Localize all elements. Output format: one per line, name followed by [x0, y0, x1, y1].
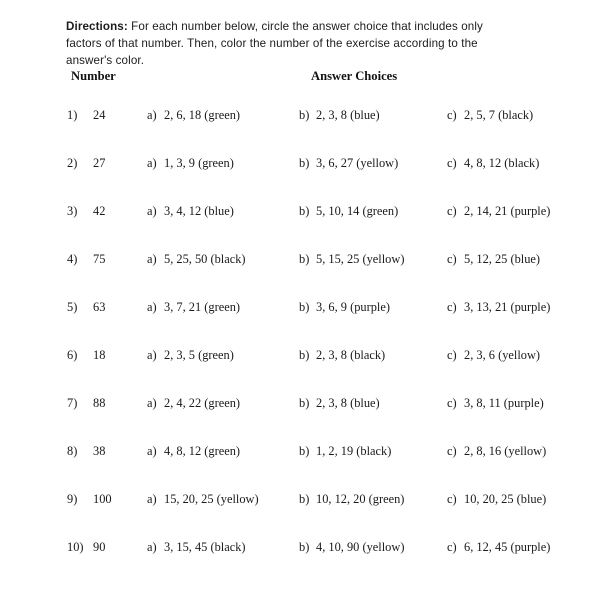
answer-choice-letter-c: c): [447, 348, 457, 362]
exercise-index: 10): [67, 540, 84, 554]
answer-choice-letter-b: b): [299, 540, 310, 554]
answer-choice-c[interactable]: [447, 348, 540, 363]
exercise-row: [0, 492, 600, 540]
answer-choice-b[interactable]: [299, 396, 380, 411]
answer-choice-text-b: 3, 6, 9 (purple): [316, 300, 390, 314]
answer-choice-letter-c: c): [447, 540, 457, 554]
answer-choice-text-c: 5, 12, 25 (blue): [464, 252, 541, 266]
directions-paragraph: [66, 18, 518, 70]
answer-choice-letter-b: b): [299, 492, 310, 506]
exercise-index: 5): [67, 300, 78, 314]
answer-choice-b[interactable]: [299, 492, 404, 507]
answer-choice-letter-c: c): [447, 492, 457, 506]
answer-choice-a[interactable]: [147, 300, 240, 315]
answer-choice-letter-a: a): [147, 204, 157, 218]
answer-choice-text-c: 6, 12, 45 (purple): [464, 540, 551, 554]
exercise-number: 38: [93, 444, 106, 458]
answer-choice-c[interactable]: [447, 300, 550, 315]
exercise-index: 4): [67, 252, 78, 266]
answer-choice-letter-c: c): [447, 204, 457, 218]
answer-choice-c[interactable]: [447, 204, 550, 219]
answer-choice-a[interactable]: [147, 396, 240, 411]
exercise-row: [0, 540, 600, 588]
answer-choice-b[interactable]: [299, 348, 385, 363]
answer-choice-letter-c: c): [447, 156, 457, 170]
answer-choice-text-b: 2, 3, 8 (blue): [316, 108, 380, 122]
answer-choice-letter-a: a): [147, 396, 157, 410]
exercise-row: [0, 444, 600, 492]
exercise-row: [0, 204, 600, 252]
answer-choice-letter-c: c): [447, 252, 457, 266]
answer-choice-text-c: 2, 14, 21 (purple): [464, 204, 551, 218]
answer-choice-letter-a: a): [147, 108, 157, 122]
answer-choice-letter-b: b): [299, 300, 310, 314]
answer-choice-letter-b: b): [299, 108, 310, 122]
answer-choice-text-c: 2, 8, 16 (yellow): [464, 444, 547, 458]
answer-choice-letter-b: b): [299, 156, 310, 170]
answer-choice-text-a: 4, 8, 12 (green): [164, 444, 241, 458]
answer-choice-letter-a: a): [147, 348, 157, 362]
answer-choice-letter-c: c): [447, 396, 457, 410]
exercise-index: 9): [67, 492, 78, 506]
exercise-number: 100: [93, 492, 112, 506]
answer-choice-text-b: 5, 10, 14 (green): [316, 204, 399, 218]
header-answer-choices: Answer Choices: [311, 69, 398, 83]
answer-choice-a[interactable]: [147, 348, 234, 363]
exercise-number: 63: [93, 300, 106, 314]
exercise-index: 7): [67, 396, 78, 410]
answer-choice-text-c: 3, 13, 21 (purple): [464, 300, 551, 314]
answer-choice-letter-b: b): [299, 444, 310, 458]
answer-choice-letter-c: c): [447, 300, 457, 314]
answer-choice-letter-a: a): [147, 252, 157, 266]
exercise-number: 42: [93, 204, 106, 218]
exercise-number: 24: [93, 108, 106, 122]
answer-choice-letter-a: a): [147, 540, 157, 554]
answer-choice-text-a: 3, 4, 12 (blue): [164, 204, 234, 218]
answer-choice-b[interactable]: [299, 204, 398, 219]
answer-choice-letter-b: b): [299, 396, 310, 410]
answer-choice-text-a: 3, 7, 21 (green): [164, 300, 241, 314]
answer-choice-text-b: 2, 3, 8 (blue): [316, 396, 380, 410]
directions-label: Directions:: [66, 19, 128, 33]
answer-choice-text-c: 3, 8, 11 (purple): [464, 396, 544, 410]
exercise-number: 27: [93, 156, 106, 170]
answer-choice-a[interactable]: [147, 204, 234, 219]
directions-body: For each number below, circle the answer choice that includes only factors of that number. Then, color the number of the exercise according to the answer's color.: [66, 19, 483, 68]
answer-choice-text-a: 1, 3, 9 (green): [164, 156, 234, 170]
answer-choice-text-b: 4, 10, 90 (yellow): [316, 540, 405, 554]
answer-choice-b[interactable]: [299, 444, 391, 459]
answer-choice-text-a: 2, 6, 18 (green): [164, 108, 241, 122]
answer-choice-a[interactable]: [147, 156, 234, 171]
column-headers: [0, 69, 600, 87]
exercise-row: [0, 156, 600, 204]
answer-choice-a[interactable]: [147, 444, 240, 459]
exercise-index: 2): [67, 156, 78, 170]
header-number: Number: [71, 69, 116, 83]
answer-choice-text-c: 2, 3, 6 (yellow): [464, 348, 541, 362]
answer-choice-a[interactable]: [147, 492, 259, 507]
exercise-list: [0, 108, 600, 588]
answer-choice-letter-b: b): [299, 252, 310, 266]
answer-choice-text-c: 2, 5, 7 (black): [464, 108, 534, 122]
answer-choice-letter-a: a): [147, 492, 157, 506]
answer-choice-text-a: 15, 20, 25 (yellow): [164, 492, 259, 506]
answer-choice-c[interactable]: [447, 252, 540, 267]
answer-choice-letter-c: c): [447, 444, 457, 458]
answer-choice-letter-b: b): [299, 204, 310, 218]
answer-choice-letter-a: a): [147, 444, 157, 458]
exercise-row: [0, 108, 600, 156]
exercise-index: 6): [67, 348, 78, 362]
exercise-index: 8): [67, 444, 78, 458]
answer-choice-text-b: 3, 6, 27 (yellow): [316, 156, 399, 170]
exercise-number: 18: [93, 348, 106, 362]
answer-choice-c[interactable]: [447, 540, 550, 555]
answer-choice-text-a: 5, 25, 50 (black): [164, 252, 246, 266]
exercise-number: 88: [93, 396, 106, 410]
answer-choice-c[interactable]: [447, 108, 533, 123]
answer-choice-a[interactable]: [147, 108, 240, 123]
answer-choice-text-a: 3, 15, 45 (black): [164, 540, 246, 554]
answer-choice-b[interactable]: [299, 108, 380, 123]
answer-choice-c[interactable]: [447, 492, 546, 507]
exercise-row: [0, 252, 600, 300]
exercise-row: [0, 300, 600, 348]
answer-choice-text-b: 2, 3, 8 (black): [316, 348, 386, 362]
answer-choice-c[interactable]: [447, 444, 546, 459]
answer-choice-a[interactable]: [147, 540, 246, 555]
answer-choice-letter-a: a): [147, 300, 157, 314]
exercise-number: 75: [93, 252, 106, 266]
answer-choice-b[interactable]: [299, 300, 390, 315]
answer-choice-text-c: 10, 20, 25 (blue): [464, 492, 547, 506]
exercise-row: [0, 396, 600, 444]
exercise-row: [0, 348, 600, 396]
answer-choice-text-c: 4, 8, 12 (black): [464, 156, 540, 170]
exercise-index: 1): [67, 108, 78, 122]
answer-choice-c[interactable]: [447, 156, 539, 171]
answer-choice-b[interactable]: [299, 540, 404, 555]
answer-choice-a[interactable]: [147, 252, 246, 267]
answer-choice-text-a: 2, 4, 22 (green): [164, 396, 241, 410]
answer-choice-letter-c: c): [447, 108, 457, 122]
answer-choice-text-b: 1, 2, 19 (black): [316, 444, 392, 458]
answer-choice-b[interactable]: [299, 156, 398, 171]
answer-choice-text-a: 2, 3, 5 (green): [164, 348, 234, 362]
exercise-number: 90: [93, 540, 106, 554]
answer-choice-letter-a: a): [147, 156, 157, 170]
answer-choice-text-b: 10, 12, 20 (green): [316, 492, 405, 506]
answer-choice-b[interactable]: [299, 252, 404, 267]
answer-choice-c[interactable]: [447, 396, 544, 411]
answer-choice-letter-b: b): [299, 348, 310, 362]
answer-choice-text-b: 5, 15, 25 (yellow): [316, 252, 405, 266]
exercise-index: 3): [67, 204, 78, 218]
